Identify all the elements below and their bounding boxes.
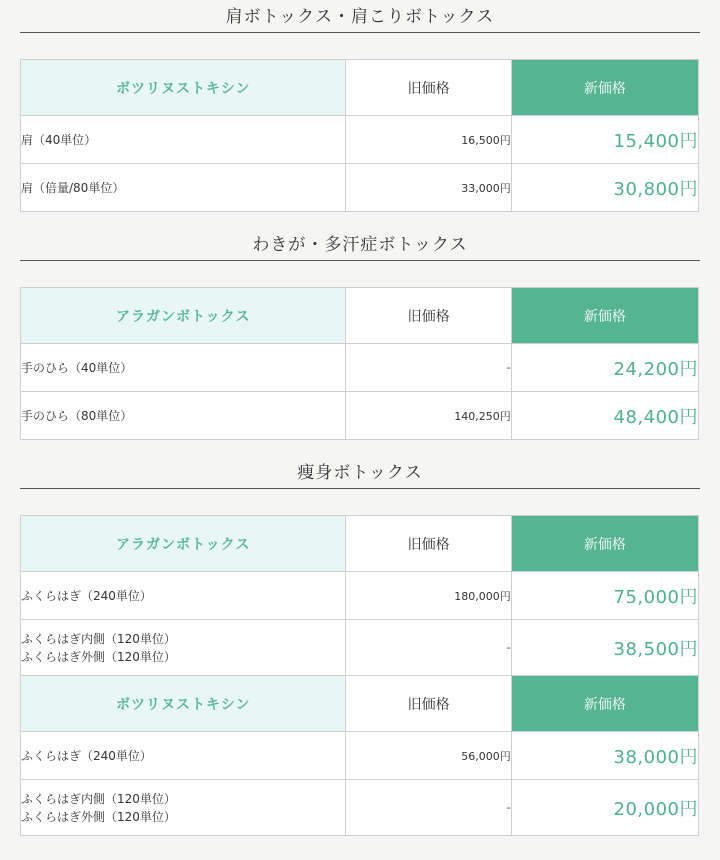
row-old-price: 56,000円 — [346, 732, 511, 780]
row-old-price: 140,250円 — [346, 392, 511, 440]
section-slimming — [20, 462, 700, 489]
row-item — [21, 344, 346, 392]
table-row — [21, 164, 699, 212]
row-new-price: 15,400円 — [511, 116, 698, 164]
row-item — [21, 780, 346, 836]
row-item-line: 肩（倍量/80単位） — [21, 180, 125, 195]
divider — [20, 260, 700, 261]
header-new-price: 新価格 — [511, 60, 698, 116]
row-item — [21, 116, 346, 164]
price-table — [20, 287, 699, 440]
row-item — [21, 164, 346, 212]
table-row — [21, 732, 699, 780]
row-item — [21, 732, 346, 780]
section-title: わきが・多汗症ボトックス — [252, 235, 468, 255]
table-row — [21, 620, 699, 676]
section-shoulder — [20, 6, 700, 33]
divider — [20, 32, 700, 33]
table-header-row — [21, 676, 699, 732]
header-product: ボツリヌストキシン — [21, 676, 346, 732]
row-new-price: 20,000円 — [511, 780, 698, 836]
header-old-price: 旧価格 — [346, 288, 511, 344]
divider — [20, 488, 700, 489]
table-row — [21, 780, 699, 836]
price-table — [20, 515, 699, 836]
row-item-line: 手のひら（40単位） — [21, 360, 133, 375]
row-new-price: 38,000円 — [511, 732, 698, 780]
row-new-price: 30,800円 — [511, 164, 698, 212]
header-product: アラガンボトックス — [21, 516, 346, 572]
row-item-line: ふくらはぎ（240単位） — [21, 748, 152, 763]
table-row — [21, 344, 699, 392]
row-item — [21, 572, 346, 620]
row-new-price: 48,400円 — [511, 392, 698, 440]
row-old-price: - — [346, 620, 511, 676]
row-item-line: ふくらはぎ内側（120単位） — [21, 631, 176, 646]
row-new-price: 75,000円 — [511, 572, 698, 620]
table-header-row — [21, 516, 699, 572]
row-old-price: 33,000円 — [346, 164, 511, 212]
table-row — [21, 572, 699, 620]
table-header-row — [21, 60, 699, 116]
price-table — [20, 59, 699, 212]
row-old-price: - — [346, 780, 511, 836]
row-old-price: - — [346, 344, 511, 392]
row-item-line: 肩（40単位） — [21, 132, 97, 147]
header-new-price: 新価格 — [511, 516, 698, 572]
row-item — [21, 620, 346, 676]
row-item-line: ふくらはぎ外側（120単位） — [21, 809, 176, 824]
header-product: アラガンボトックス — [21, 288, 346, 344]
row-item-line: 手のひら（80単位） — [21, 408, 133, 423]
header-old-price: 旧価格 — [346, 676, 511, 732]
table-row — [21, 392, 699, 440]
section-title: 肩ボトックス・肩こりボトックス — [225, 7, 495, 27]
row-item-line: ふくらはぎ内側（120単位） — [21, 791, 176, 806]
row-item-line: ふくらはぎ外側（120単位） — [21, 649, 176, 664]
header-new-price: 新価格 — [511, 288, 698, 344]
section-title: 痩身ボトックス — [297, 463, 423, 483]
row-old-price: 16,500円 — [346, 116, 511, 164]
row-item-line: ふくらはぎ（240単位） — [21, 588, 152, 603]
row-new-price: 24,200円 — [511, 344, 698, 392]
header-old-price: 旧価格 — [346, 516, 511, 572]
table-row — [21, 116, 699, 164]
section-hyperhidrosis — [20, 234, 700, 261]
table-header-row — [21, 288, 699, 344]
header-product: ボツリヌストキシン — [21, 60, 346, 116]
header-old-price: 旧価格 — [346, 60, 511, 116]
row-new-price: 38,500円 — [511, 620, 698, 676]
header-new-price: 新価格 — [511, 676, 698, 732]
row-item — [21, 392, 346, 440]
row-old-price: 180,000円 — [346, 572, 511, 620]
